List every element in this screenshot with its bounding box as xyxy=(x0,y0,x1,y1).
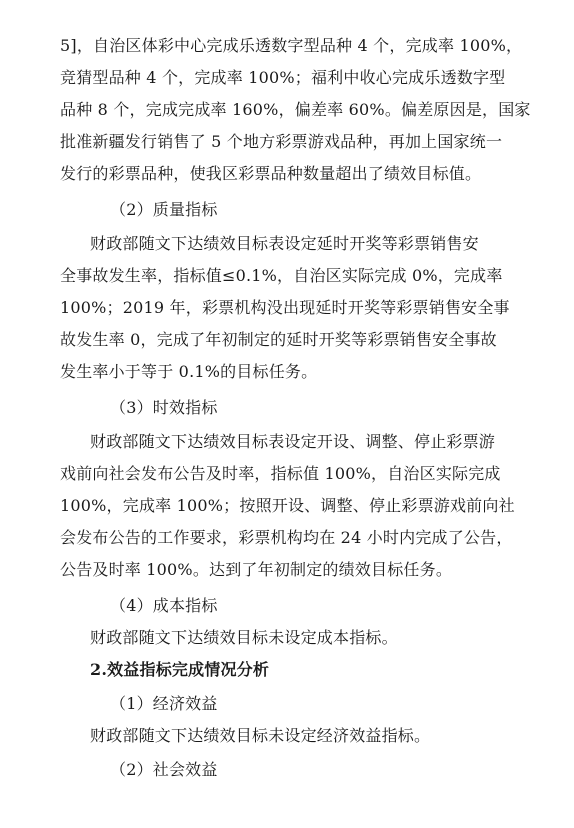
paragraph-line: 公告及时率 100%。达到了年初制定的绩效目标任务。 xyxy=(60,560,453,579)
paragraph-line: 5]，自治区体彩中心完成乐透数字型品种 4 个，完成率 100%， xyxy=(60,36,523,55)
section-heading-benefit-analysis: 2.效益指标完成情况分析 xyxy=(90,660,270,679)
section-heading-cost: （4）成本指标 xyxy=(110,596,218,615)
paragraph-line: 财政部随文下达绩效目标未设定经济效益指标。 xyxy=(90,726,431,745)
paragraph-line: 财政部随文下达绩效目标表设定开设、调整、停止彩票游 xyxy=(90,432,496,451)
paragraph-line: 财政部随文下达绩效目标表设定延时开奖等彩票销售安 xyxy=(90,234,479,253)
paragraph-line: 竞猜型品种 4 个，完成率 100%；福利中收心完成乐透数字型 xyxy=(60,68,506,87)
paragraph-line: 戏前向社会发布公告及时率，指标值 100%，自治区实际完成 xyxy=(60,464,501,483)
paragraph-line: 会发布公告的工作要求，彩票机构均在 24 小时内完成了公告， xyxy=(60,528,513,547)
section-heading-social: （2）社会效益 xyxy=(110,760,218,779)
paragraph-line: 品种 8 个，完成完成率 160%，偏差率 60%。偏差原因是，国家 xyxy=(60,100,531,119)
section-heading-timeliness: （3）时效指标 xyxy=(110,398,218,417)
section-heading-economic: （1）经济效益 xyxy=(110,694,218,713)
section-heading-quality: （2）质量指标 xyxy=(110,200,218,219)
paragraph-line: 100%；2019 年，彩票机构没出现延时开奖等彩票销售安全事 xyxy=(60,298,510,317)
paragraph-line: 100%，完成率 100%；按照开设、调整、停止彩票游戏前向社 xyxy=(60,496,515,515)
paragraph-line: 批准新疆发行销售了 5 个地方彩票游戏品种，再加上国家统一 xyxy=(60,132,503,151)
paragraph-line: 发生率小于等于 0.1%的目标任务。 xyxy=(60,362,318,381)
paragraph-line: 全事故发生率，指标值≤0.1%，自治区实际完成 0%，完成率 xyxy=(60,266,503,285)
paragraph-line: 发行的彩票品种，使我区彩票品种数量超出了绩效目标值。 xyxy=(60,164,482,183)
paragraph-line: 故发生率 0，完成了年初制定的延时开奖等彩票销售安全事故 xyxy=(60,330,497,349)
paragraph-line: 财政部随文下达绩效目标未设定成本指标。 xyxy=(90,628,398,647)
